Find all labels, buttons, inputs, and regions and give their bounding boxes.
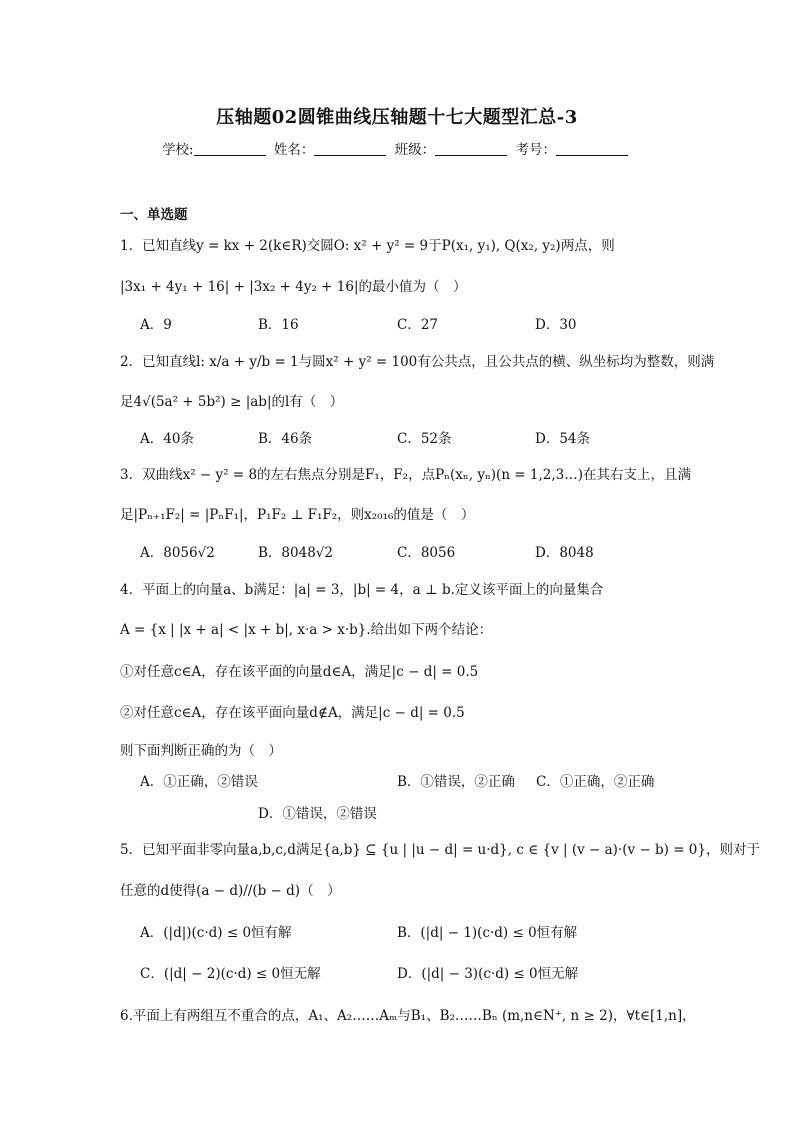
question-4-option-c: C．①正确，②正确 <box>536 774 655 790</box>
school-label: 学校: <box>162 142 194 158</box>
question-5-option-a: A．(|d|)(c·d) ≤ 0恒有解 <box>140 925 292 941</box>
question-5-option-b: B．(|d| − 1)(c·d) ≤ 0恒有解 <box>397 925 578 941</box>
name-blank <box>314 142 386 156</box>
exam-number-blank <box>556 142 628 156</box>
question-5-option-d: D．(|d| − 3)(c·d) ≤ 0恒无解 <box>397 966 579 982</box>
question-1-option-a: A．9 <box>140 317 172 333</box>
question-4-statement-2: ②对任意c∈A，存在该平面向量d∉A，满足|c − d| = 0.5 <box>120 705 465 721</box>
question-3-option-d: D．8048 <box>535 545 594 561</box>
question-3-line-1: 3．双曲线x² − y² = 8的左右焦点分别是F₁，F₂，点Pₙ(xₙ, yₙ)(n = 1,2,3…)在其右支上，且满 <box>120 467 692 483</box>
question-6-line-1: 6.平面上有两组互不重合的点，A₁、A₂……Aₘ与B₁、B₂……Bₙ (m,n∈N⁺, n ≥ 2)，∀t∈[1,n]， <box>120 1008 696 1024</box>
exam-number-label: 考号： <box>515 142 556 158</box>
question-3-option-b: B．8048√2 <box>258 545 333 561</box>
question-2-option-a: A．40条 <box>140 431 194 447</box>
question-1-line-2: |3x₁ + 4y₁ + 16| + |3x₂ + 4y₂ + 16|的最小值为（ ） <box>120 279 467 295</box>
question-3-line-2: 足|Pₙ₊₁F₂| = |PₙF₁|，P₁F₂ ⊥ F₁F₂，则x₂₀₁₆的值是（ ） <box>120 507 475 523</box>
name-label: 姓名： <box>273 142 315 158</box>
question-4-option-b: B．①错误，②正确 <box>397 774 515 790</box>
question-1-line-1: 1．已知直线y = kx + 2(k∈R)交圆O: x² + y² = 9于P(x₁, y₁), Q(x₂, y₂)两点，则 <box>120 238 615 254</box>
student-info-line <box>0 138 794 158</box>
class-label: 班级： <box>394 142 436 158</box>
question-2-option-b: B．46条 <box>258 431 313 447</box>
question-5-option-c: C．(|d| − 2)(c·d) ≤ 0恒无解 <box>140 966 321 982</box>
question-4-line-2: A = {x | |x + a| < |x + b|, x·a > x·b}.给出如下两个结论： <box>120 622 493 638</box>
question-4-line-1: 4．平面上的向量a、b满足：|a| = 3，|b| = 4，a ⊥ b.定义该平面上的向量集合 <box>120 582 604 598</box>
school-blank <box>194 142 266 156</box>
question-3-option-c: C．8056 <box>397 545 456 561</box>
class-blank <box>435 142 507 156</box>
question-4-option-a: A．①正确，②错误 <box>140 774 258 790</box>
question-3-option-a: A．8056√2 <box>140 545 215 561</box>
question-1-option-c: C．27 <box>397 317 439 333</box>
question-2-option-d: D．54条 <box>535 431 591 447</box>
question-4-statement-1: ①对任意c∈A，存在该平面的向量d∈A，满足|c − d| = 0.5 <box>120 664 479 680</box>
question-4-option-d: D．①错误，②错误 <box>258 806 377 822</box>
question-2-option-c: C．52条 <box>397 431 452 447</box>
page-title: 压轴题02圆锥曲线压轴题十七大题型汇总-3 <box>216 107 578 128</box>
question-5-line-1: 5．已知平面非零向量a,b,c,d满足{a,b} ⊆ {u | |u − d| = u·d}, c ∈ {v | (v − a)·(v − b) = 0}，则对于 <box>120 842 760 858</box>
question-5-line-2: 任意的d使得(a − d)//(b − d)（ ） <box>120 883 341 899</box>
question-4-prompt: 则下面判断正确的为（ ） <box>120 743 282 759</box>
question-1-option-d: D．30 <box>535 317 577 333</box>
question-2-line-2: 足4√(5a² + 5b²) ≥ |ab|的l有（ ） <box>120 394 344 410</box>
question-1-option-b: B．16 <box>258 317 299 333</box>
question-2-line-1: 2．已知直线l: x/a + y/b = 1与圆x² + y² = 100有公共点，且公共点的横、纵坐标均为整数，则满 <box>120 354 715 370</box>
section-heading: 一、单选题 <box>120 207 188 223</box>
